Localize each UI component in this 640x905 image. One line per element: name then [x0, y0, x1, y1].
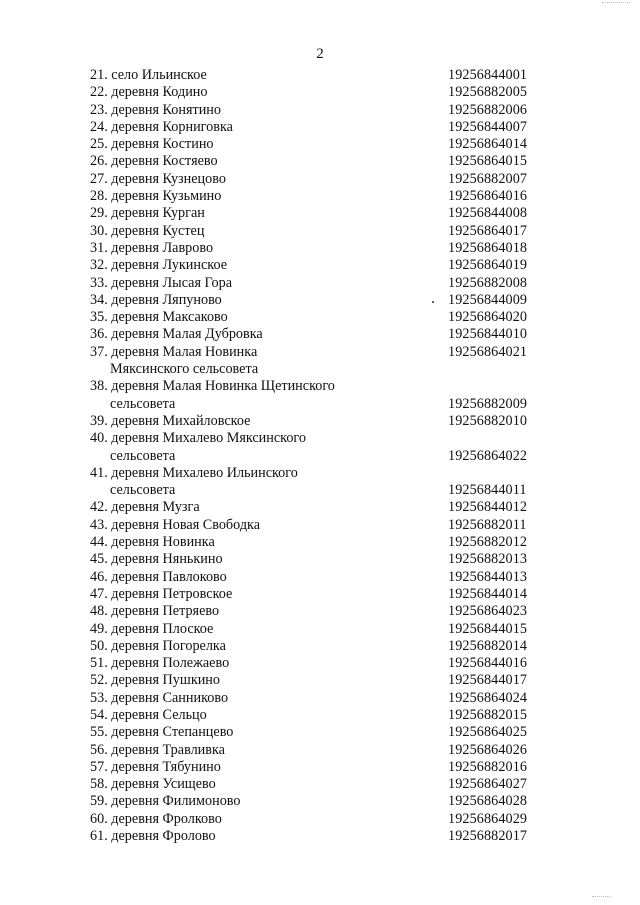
list-item — [90, 413, 550, 430]
settlement-name: 47. деревня Петровское — [90, 585, 233, 602]
list-item-continuation — [90, 482, 550, 499]
list-item — [90, 672, 550, 689]
oktmo-code: 19256882008 — [448, 274, 528, 291]
settlement-name-continuation: сельсовета — [110, 482, 176, 499]
list-item — [90, 171, 550, 188]
oktmo-code: 19256864024 — [448, 689, 528, 706]
oktmo-code: 19256882017 — [448, 828, 528, 845]
settlement-name: 52. деревня Пушкино — [90, 672, 220, 689]
oktmo-code: 19256844011 — [448, 482, 527, 499]
list-item — [90, 586, 550, 603]
list-item — [90, 205, 550, 222]
settlement-name: 46. деревня Павлоково — [90, 568, 227, 585]
settlement-name: 28. деревня Кузьмино — [90, 188, 222, 205]
settlement-name: 33. деревня Лысая Гора — [90, 274, 232, 291]
scan-artifact-top — [602, 0, 630, 3]
page-number: 2 — [316, 46, 324, 62]
settlement-name: 23. деревня Конятино — [90, 101, 221, 118]
settlement-name: 53. деревня Санниково — [90, 689, 229, 706]
oktmo-code: 19256864020 — [448, 309, 528, 326]
oktmo-code: 19256882005 — [448, 84, 528, 101]
settlement-name: 26. деревня Костяево — [90, 153, 218, 170]
settlement-name: 51. деревня Полежаево — [90, 655, 230, 672]
list-item — [90, 759, 550, 776]
settlement-name: 25. деревня Костино — [90, 136, 214, 153]
oktmo-code: 19256864015 — [448, 153, 528, 170]
list-item — [90, 119, 550, 136]
list-item — [90, 378, 550, 395]
list-item — [90, 102, 550, 119]
settlement-name: 60. деревня Фролково — [90, 810, 222, 827]
settlement-name: 45. деревня Нянькино — [90, 551, 223, 568]
settlement-name: 37. деревня Малая Новинка — [90, 343, 258, 360]
oktmo-code: 19256864025 — [448, 724, 528, 741]
list-item — [90, 517, 550, 534]
oktmo-code: 19256844017 — [448, 672, 528, 689]
oktmo-code: 19256882009 — [448, 395, 528, 412]
oktmo-code: 19256864014 — [448, 136, 528, 153]
settlement-name: 31. деревня Лаврово — [90, 239, 214, 256]
oktmo-code: 19256882007 — [448, 170, 528, 187]
oktmo-code: 19256844014 — [448, 585, 528, 602]
settlement-name: 41. деревня Михалево Ильинского — [90, 464, 298, 481]
list-item — [90, 811, 550, 828]
settlement-name: 32. деревня Лукинское — [90, 257, 228, 274]
oktmo-code: 19256864018 — [448, 239, 528, 256]
oktmo-code: 19256882013 — [448, 551, 528, 568]
oktmo-code: 19256864019 — [448, 257, 528, 274]
settlement-name: 56. деревня Травливка — [90, 741, 225, 758]
oktmo-code: 19256882014 — [448, 637, 528, 654]
oktmo-code: 19256882015 — [448, 706, 528, 723]
oktmo-code: 19256864021 — [448, 343, 528, 360]
list-item — [90, 793, 550, 810]
list-item — [90, 707, 550, 724]
oktmo-code: 19256882006 — [448, 101, 528, 118]
list-item — [90, 655, 550, 672]
oktmo-code: 19256844008 — [448, 205, 528, 222]
settlement-name: 48. деревня Петряево — [90, 603, 220, 620]
settlement-name: 61. деревня Фролово — [90, 828, 216, 845]
settlement-name: 36. деревня Малая Дубровка — [90, 326, 263, 343]
list-item — [90, 136, 550, 153]
list-item — [90, 534, 550, 551]
list-item — [90, 188, 550, 205]
settlement-name: 54. деревня Сельцо — [90, 706, 207, 723]
list-item — [90, 326, 550, 343]
oktmo-code: 19256864027 — [448, 776, 528, 793]
list-item — [90, 275, 550, 292]
settlement-name: 22. деревня Кодино — [90, 84, 208, 101]
oktmo-code: 19256864016 — [448, 188, 528, 205]
list-item — [90, 603, 550, 620]
list-item — [90, 776, 550, 793]
list-item-continuation — [90, 396, 550, 413]
list-item — [90, 638, 550, 655]
settlement-name: 59. деревня Филимоново — [90, 793, 241, 810]
oktmo-code: 19256844009 — [448, 291, 528, 308]
oktmo-code: 19256844016 — [448, 655, 528, 672]
settlement-name: 24. деревня Корниговка — [90, 118, 233, 135]
settlement-name: 58. деревня Усищево — [90, 776, 216, 793]
oktmo-code: 19256882010 — [448, 412, 528, 429]
list-item — [90, 742, 550, 759]
list-item — [90, 153, 550, 170]
list-item — [90, 292, 550, 309]
settlement-list — [90, 67, 550, 845]
settlement-name: 30. деревня Кустец — [90, 222, 205, 239]
oktmo-code: 19256882012 — [448, 534, 528, 551]
settlement-name: 39. деревня Михайловское — [90, 412, 251, 429]
oktmo-code: 19256864022 — [448, 447, 528, 464]
settlement-name: 50. деревня Погорелка — [90, 637, 226, 654]
list-item-continuation — [90, 361, 550, 378]
list-item — [90, 223, 550, 240]
settlement-name: 55. деревня Степанцево — [90, 724, 234, 741]
list-item-continuation — [90, 448, 550, 465]
oktmo-code: 19256864017 — [448, 222, 528, 239]
oktmo-code: 19256882011 — [448, 516, 527, 533]
list-item — [90, 309, 550, 326]
list-item — [90, 257, 550, 274]
oktmo-code: 19256864026 — [448, 741, 528, 758]
settlement-name: 49. деревня Плоское — [90, 620, 214, 637]
settlement-name: 29. деревня Курган — [90, 205, 205, 222]
list-item — [90, 465, 550, 482]
list-item — [90, 430, 550, 447]
settlement-name: 38. деревня Малая Новинка Щетинского — [90, 378, 335, 395]
settlement-name-continuation: сельсовета — [110, 447, 176, 464]
list-item — [90, 67, 550, 84]
oktmo-code: 19256864023 — [448, 603, 528, 620]
list-item — [90, 551, 550, 568]
list-item — [90, 344, 550, 361]
settlement-name-continuation: сельсовета — [110, 395, 176, 412]
oktmo-code: 19256864028 — [448, 793, 528, 810]
list-item — [90, 621, 550, 638]
settlement-name: 40. деревня Михалево Мяксинского — [90, 430, 306, 447]
list-item — [90, 499, 550, 516]
oktmo-code: 19256844013 — [448, 568, 528, 585]
settlement-name: 42. деревня Музга — [90, 499, 200, 516]
oktmo-code: 19256844012 — [448, 499, 528, 516]
list-item — [90, 690, 550, 707]
oktmo-code: 19256882016 — [448, 758, 528, 775]
list-item — [90, 569, 550, 586]
settlement-name: 34. деревня Ляпуново — [90, 291, 222, 308]
settlement-name: 43. деревня Новая Свободка — [90, 516, 261, 533]
scan-artifact-bottom — [592, 892, 610, 897]
settlement-name: 35. деревня Максаково — [90, 309, 228, 326]
list-item — [90, 724, 550, 741]
settlement-name: 44. деревня Новинка — [90, 534, 215, 551]
settlement-name-continuation: Мяксинского сельсовета — [110, 361, 259, 378]
settlement-name: 27. деревня Кузнецово — [90, 170, 226, 187]
oktmo-code: 19256844007 — [448, 118, 528, 135]
oktmo-code: 19256844010 — [448, 326, 528, 343]
oktmo-code: 19256844001 — [448, 67, 528, 83]
oktmo-code: 19256864029 — [448, 810, 528, 827]
settlement-name: 57. деревня Тябунино — [90, 758, 221, 775]
oktmo-code: 19256844015 — [448, 620, 528, 637]
list-item — [90, 828, 550, 845]
list-item — [90, 84, 550, 101]
list-item — [90, 240, 550, 257]
settlement-name: 21. село Ильинское — [90, 67, 207, 83]
